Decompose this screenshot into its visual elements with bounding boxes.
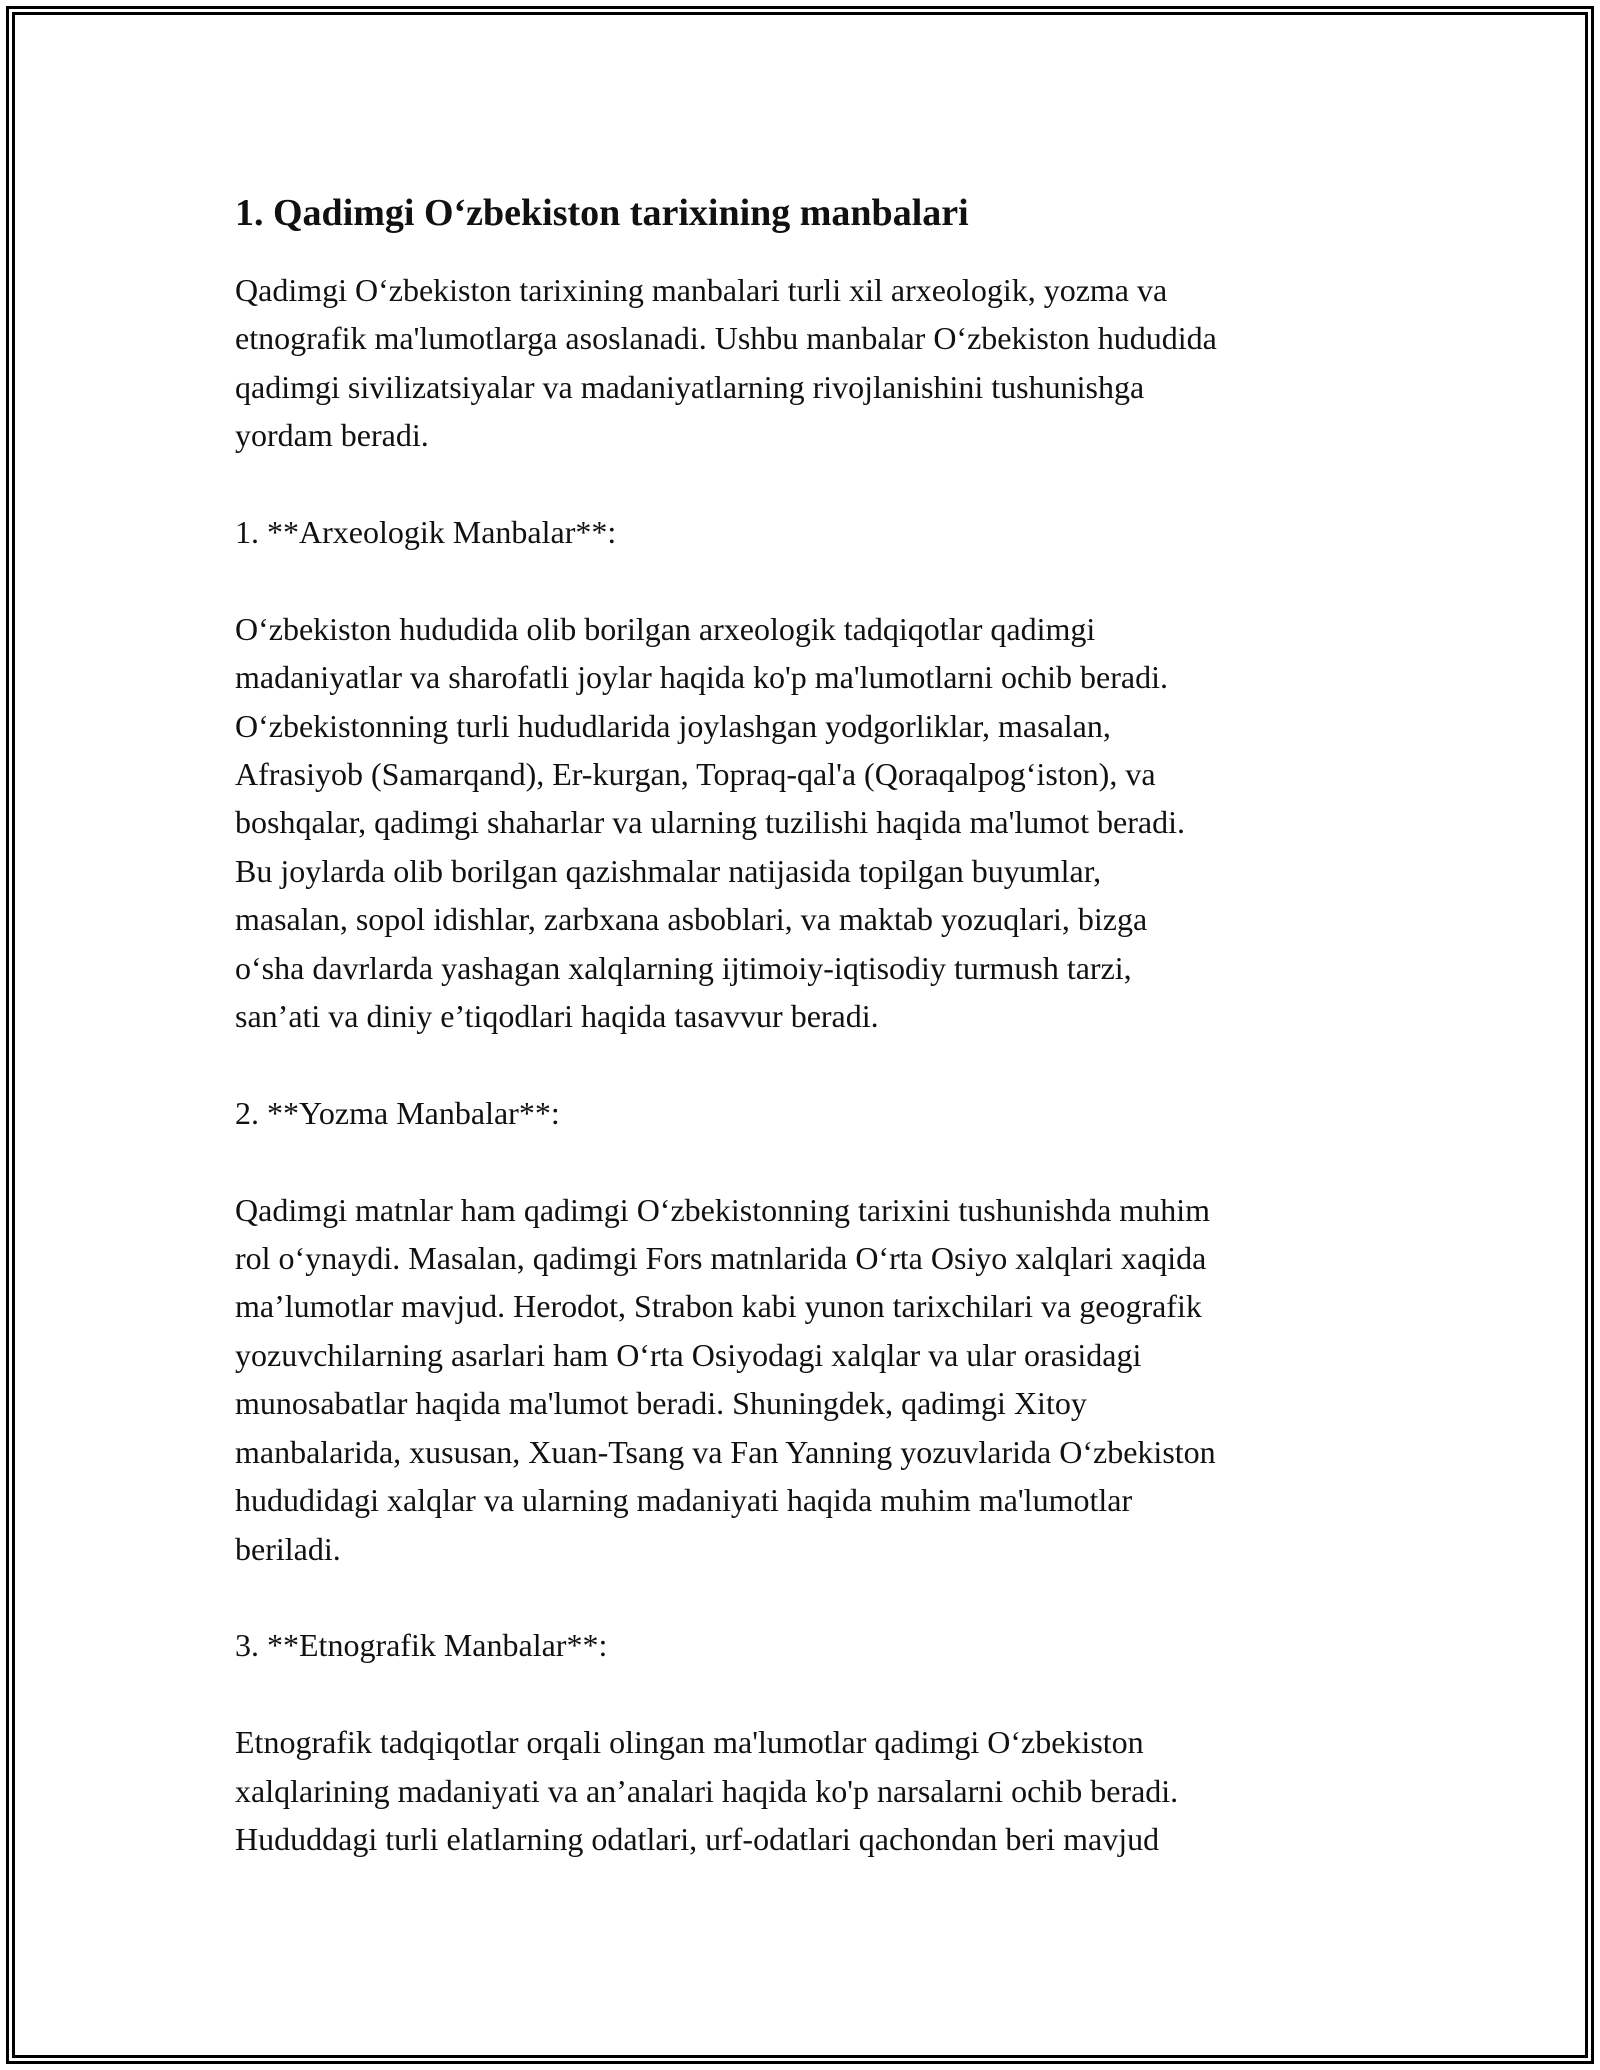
section-heading-text: 1. **Arxeologik Manbalar**:	[235, 514, 617, 551]
section-heading-written	[235, 1089, 1395, 1137]
text-line: qadimgi sivilizatsiyalar va madaniyatlarning rivojlanishini tushunishga	[235, 368, 1145, 405]
document-title: 1. Qadimgi O‘zbekiston tarixining manbalari	[235, 192, 969, 234]
text-line: yozuvchilarning asarlari ham O‘rta Osiyodagi xalqlar va ular orasidagi	[235, 1336, 1142, 1373]
text-line: rol o‘ynaydi. Masalan, qadimgi Fors matnlarida O‘rta Osiyo xalqlari xaqida	[235, 1240, 1207, 1277]
text-line: o‘sha davrlarda yashagan xalqlarning ijtimoiy-iqtisodiy turmush tarzi,	[235, 949, 1132, 986]
text-line: hududidagi xalqlar va ularning madaniyati haqida muhim ma'lumotlar	[235, 1482, 1133, 1519]
text-line: ma’lumotlar mavjud. Herodot, Strabon kabi yunon tarixchilari va geografik	[235, 1288, 1202, 1325]
text-line: O‘zbekistonning turli hududlarida joylashgan yodgorliklar, masalan,	[235, 707, 1111, 744]
text-line: Afrasiyob (Samarqand), Er-kurgan, Topraq-qal'a (Qoraqalpog‘iston), va	[235, 756, 1156, 793]
text-line: san’ati va diniy e’tiqodlari haqida tasavvur beradi.	[235, 998, 879, 1035]
text-line: O‘zbekiston hududida olib borilgan arxeologik tadqiqotlar qadimgi	[235, 610, 1096, 647]
text-line: boshqalar, qadimgi shaharlar va ularning tuzilishi haqida ma'lumot beradi.	[235, 804, 1185, 841]
text-line: Hududdagi turli elatlarning odatlari, urf-odatlari qachondan beri mavjud	[235, 1820, 1160, 1857]
text-line: xalqlarining madaniyati va an’analari haqida ko'p narsalarni ochib beradi.	[235, 1772, 1179, 1809]
section-heading-text: 3. **Etnografik Manbalar**:	[235, 1627, 608, 1664]
text-line: manbalarida, xususan, Xuan-Tsang va Fan Yanning yozuvlarida O‘zbekiston	[235, 1433, 1216, 1470]
text-line: Qadimgi matnlar ham qadimgi O‘zbekistonning tarixini tushunishda muhim	[235, 1191, 1210, 1228]
section-heading-ethnographic	[235, 1621, 1395, 1669]
text-line: etnografik ma'lumotlarga asoslanadi. Ushbu manbalar O‘zbekiston hududida	[235, 320, 1217, 357]
intro-paragraph	[235, 266, 1395, 460]
section-heading-text: 2. **Yozma Manbalar**:	[235, 1094, 560, 1131]
text-line: Qadimgi O‘zbekiston tarixining manbalari turli xil arxeologik, yozma va	[235, 272, 1168, 308]
text-line: munosabatlar haqida ma'lumot beradi. Shuningdek, qadimgi Xitoy	[235, 1385, 1087, 1422]
document-body	[235, 185, 1395, 1863]
written-sources-paragraph	[235, 1186, 1395, 1573]
text-line: Etnografik tadqiqotlar orqali olingan ma'lumotlar qadimgi O‘zbekiston	[235, 1724, 1144, 1761]
text-line: yordam beradi.	[235, 417, 429, 454]
text-line: masalan, sopol idishlar, zarbxana asboblari, va maktab yozuqlari, bizga	[235, 901, 1148, 938]
archaeological-paragraph	[235, 605, 1395, 1041]
text-line: Bu joylarda olib borilgan qazishmalar natijasida topilgan buyumlar,	[235, 852, 1102, 889]
section-heading-archaeological	[235, 508, 1395, 556]
text-line: beriladi.	[235, 1530, 341, 1567]
ethnographic-paragraph	[235, 1718, 1395, 1863]
text-line: madaniyatlar va sharofatli joylar haqida ko'p ma'lumotlarni ochib beradi.	[235, 659, 1168, 696]
